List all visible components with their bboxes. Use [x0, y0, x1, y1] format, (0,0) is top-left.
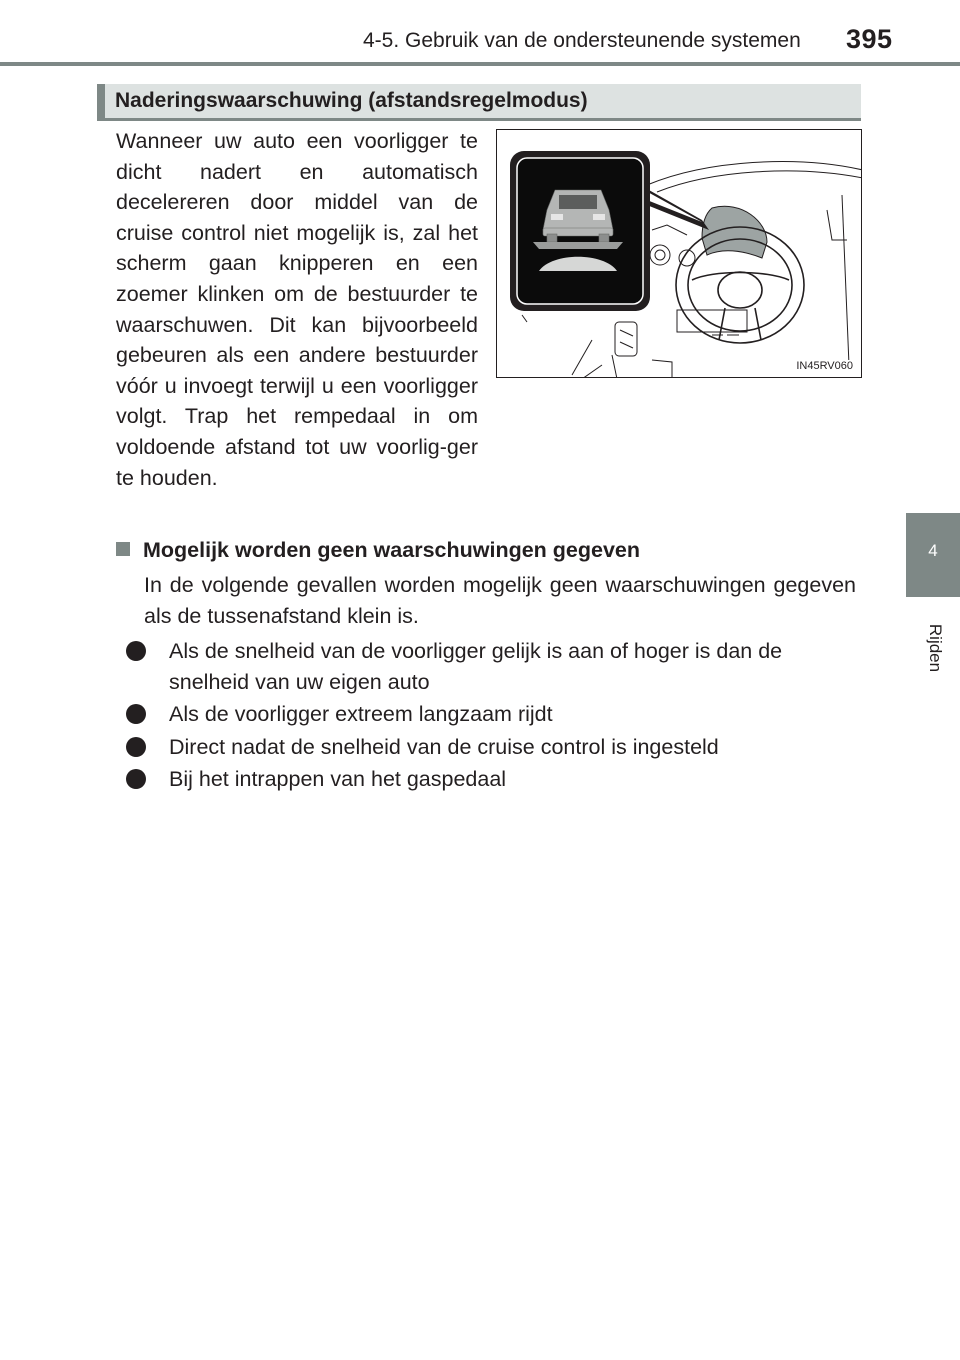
subsection-title: Mogelijk worden geen waarschuwingen gegeven — [143, 538, 640, 562]
bullet-dot-icon — [126, 737, 146, 757]
bullet-dot-icon — [126, 769, 146, 789]
page-number: 395 — [846, 24, 893, 54]
chapter-label: Rijden — [926, 623, 945, 673]
square-bullet-icon — [116, 542, 130, 556]
list-item-text: Als de snelheid van de voorligger gelijk is aan of hoger is dan de snelheid van uw eigen auto — [169, 639, 783, 694]
list-item-text: Als de voorligger extreem langzaam rijdt — [169, 702, 553, 727]
list-item — [126, 636, 856, 697]
chapter-number: 4 — [928, 541, 938, 560]
section-title: 4-5. Gebruik van de ondersteunende systemen — [363, 29, 801, 52]
intro-paragraph: Wanneer uw auto een voorligger te dicht nadert en automatisch decelereren door middel van de cruise control niet mogelijk is, zal het scherm gaan knipperen en een zoemer klinken om de bestuurder te waarschuwen. Dit kan bijvoorbeeld gebeuren als een andere bestuurder vóór u invoegt terwijl u een voorligger volgt. Trap het rempedaal in om voldoende afstand tot uw voorlig-ger te houden. — [116, 129, 478, 490]
conditions-list — [126, 636, 856, 797]
list-item-text: Bij het intrappen van het gaspedaal — [169, 767, 507, 792]
subsection-paragraph: In de volgende gevallen worden mogelijk geen waarschuwingen gegeven als de tussenafstand klein is. — [144, 573, 856, 628]
section-heading — [97, 84, 861, 121]
list-item-text: Direct nadat de snelheid van de cruise control is ingesteld — [169, 734, 719, 759]
dashboard-drawing — [497, 130, 862, 378]
chapter-label-container — [920, 608, 950, 688]
chapter-tab — [906, 513, 960, 597]
dashboard-illustration — [496, 129, 862, 378]
heading-accent-bar — [97, 84, 105, 118]
figure-code: IN45RV060 — [796, 360, 853, 372]
section-heading-text: Naderingswaarschuwing (afstandsregelmodus) — [115, 89, 588, 112]
list-item — [126, 764, 856, 795]
bullet-dot-icon — [126, 704, 146, 724]
subsection-heading — [116, 538, 640, 563]
list-item — [126, 732, 856, 763]
list-item — [126, 699, 856, 730]
bullet-dot-icon — [126, 641, 146, 661]
header-divider — [0, 62, 960, 66]
